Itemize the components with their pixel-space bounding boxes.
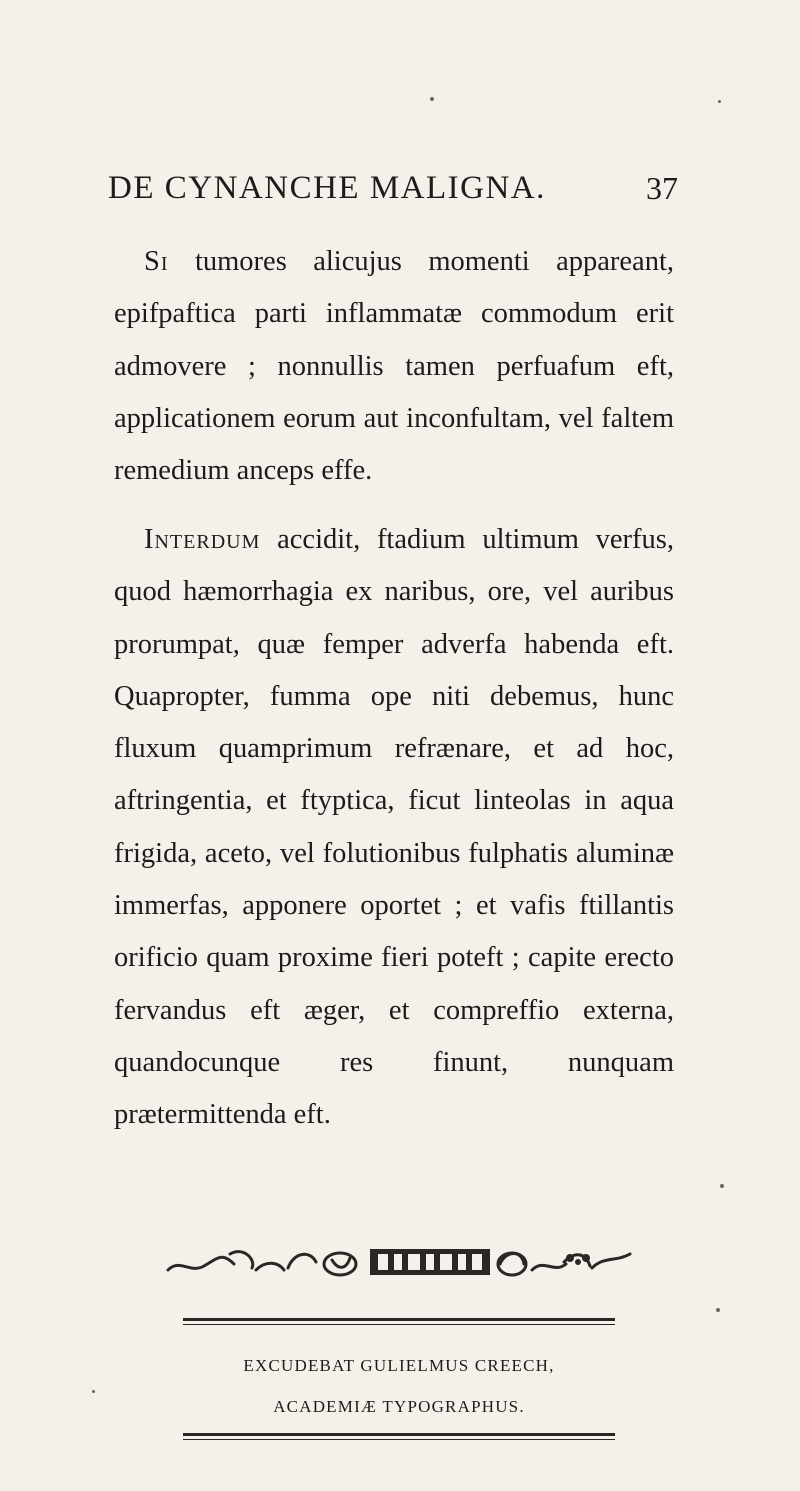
bottom-rule-thin [183, 1439, 615, 1440]
paper-speck [716, 1308, 720, 1312]
running-title: DE CYNANCHE MALIGNA. [108, 170, 546, 206]
paragraph-interdum [114, 514, 674, 1142]
paper-speck [718, 100, 721, 103]
top-rule-thin [183, 1324, 615, 1325]
paragraph-tumores [114, 236, 674, 497]
paper-speck [720, 1184, 724, 1188]
paragraph-text: accidit, ftadium ultimum verfus, quod hæmorrhagia ex naribus, ore, vel auribus prorumpat, quæ femper adverfa habenda eft. Quapropter, fumma ope niti debemus, hunc fluxum quamprimum refrænare, et ad hoc, aftringentia, et ftyptica, ficut linteolas in aqua frigida, aceto, vel folutionibus fulphatis aluminæ immerfas, apponere oportet ; et vafis ftillantis orificio quam proxime fieri poteft ; capite erecto fervandus eft æger, et compreffio externa, quandocunque res finunt, nunquam prætermittenda eft. [114, 524, 674, 1131]
paper-speck [430, 97, 434, 101]
running-head [108, 170, 678, 214]
bottom-rule [183, 1433, 615, 1436]
paragraph-lead: Interdum [144, 524, 261, 555]
imprint-title: ACADEMIÆ TYPOGRAPHUS. [273, 1397, 525, 1416]
paragraph-lead: Si [144, 246, 169, 277]
paragraph-text: tumores alicujus momenti appareant, epifpaftica parti inflammatæ commodum erit admovere ; nonnullis tamen perfuafum eft, applicationem eorum aut inconfultam, vel faltem remedium anceps effe. [114, 246, 674, 487]
top-rule [183, 1318, 615, 1321]
page-number: 37 [646, 170, 678, 206]
printers-ornament [160, 1240, 640, 1282]
imprint-printer: EXCUDEBAT GULIELMUS CREECH, [243, 1356, 555, 1375]
paper-speck [92, 1390, 95, 1393]
